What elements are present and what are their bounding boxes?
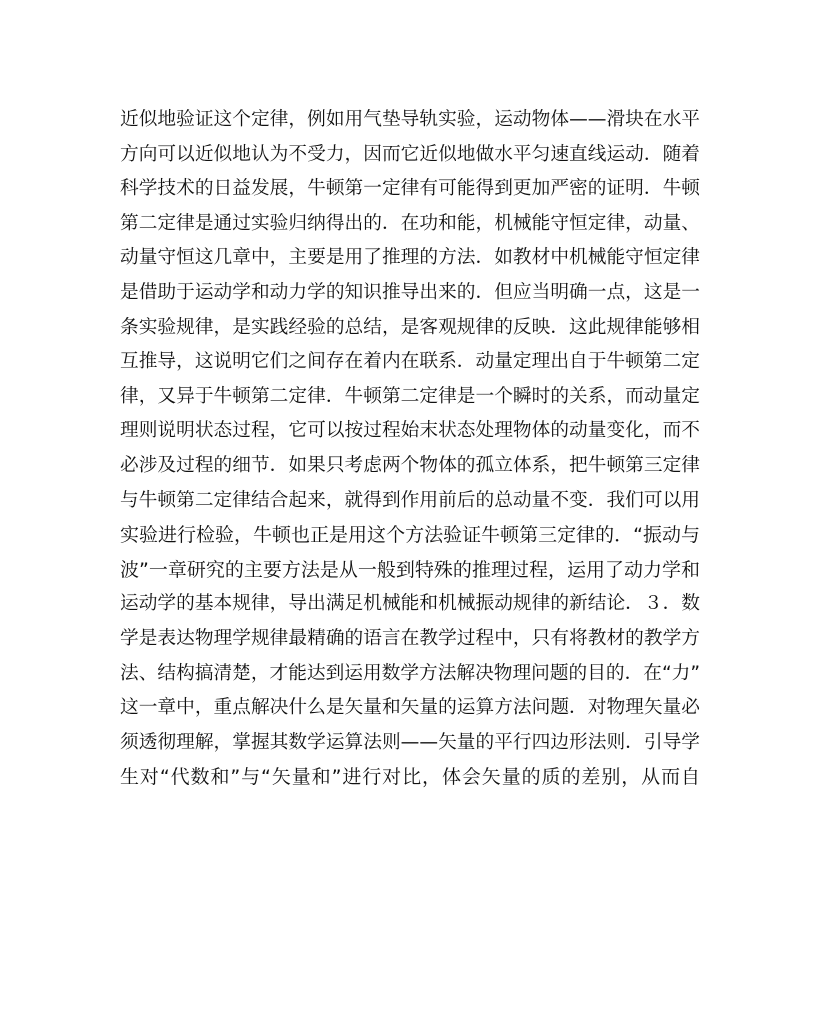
text-line: 与牛顿第二定律结合起来，就得到作用前后的总动量不变．我们可以用 bbox=[120, 489, 700, 511]
text-line: 理则说明状态过程，它可以按过程始末状态处理物体的动量变化，而不 bbox=[120, 420, 700, 442]
text-line: 互推导，这说明它们之间存在着内在联系．动量定理出自于牛顿第二定 bbox=[120, 351, 700, 373]
text-line: 动量守恒这几章中，主要是用了推理的方法．如教材中机械能守恒定律 bbox=[120, 247, 700, 269]
text-line: 须透彻理解，掌握其数学运算法则——矢量的平行四边形法则．引导学 bbox=[120, 731, 700, 753]
text-line: 科学技术的日益发展，牛顿第一定律有可能得到更加严密的证明．牛顿 bbox=[120, 178, 700, 200]
text-line: 法、结构搞清楚，才能达到运用数学方法解决物理问题的目的．在“力” bbox=[120, 662, 700, 684]
text-line: 近似地验证这个定律，例如用气垫导轨实验，运动物体——滑块在水平 bbox=[120, 109, 700, 130]
text-line: 学是表达物理学规律最精确的语言在教学过程中，只有将教材的教学方 bbox=[120, 627, 700, 649]
text-line: 这一章中，重点解决什么是矢量和矢量的运算方法问题．对物理矢量必 bbox=[120, 697, 700, 719]
text-line: 第二定律是通过实验归纳得出的．在功和能，机械能守恒定律，动量、 bbox=[120, 212, 700, 234]
text-line: 是借助于运动学和动力学的知识推导出来的．但应当明确一点，这是一 bbox=[120, 281, 700, 303]
text-line: 律，又异于牛顿第二定律．牛顿第二定律是一个瞬时的关系，而动量定 bbox=[120, 385, 700, 407]
body-text bbox=[120, 103, 700, 795]
text-line: 条实验规律，是实践经验的总结，是客观规律的反映．这此规律能够相 bbox=[120, 316, 700, 338]
text-line: 生对“代数和”与“矢量和”进行对比，体会矢量的质的差别，从而自 bbox=[120, 766, 700, 789]
text-line: 必涉及过程的细节．如果只考虑两个物体的孤立体系，把牛顿第三定律 bbox=[120, 454, 700, 476]
text-line: 实验进行检验，牛顿也正是用这个方法验证牛顿第三定律的．“振动与 bbox=[120, 524, 700, 547]
text-line: 运动学的基本规律，导出满足机械能和机械振动规律的新结论．３．数 bbox=[120, 593, 700, 615]
text-line: 波”一章研究的主要方法是从一般到特殊的推理过程，运用了动力学和 bbox=[120, 558, 700, 581]
text-line: 方向可以近似地认为不受力，因而它近似地做水平匀速直线运动．随着 bbox=[120, 143, 700, 165]
